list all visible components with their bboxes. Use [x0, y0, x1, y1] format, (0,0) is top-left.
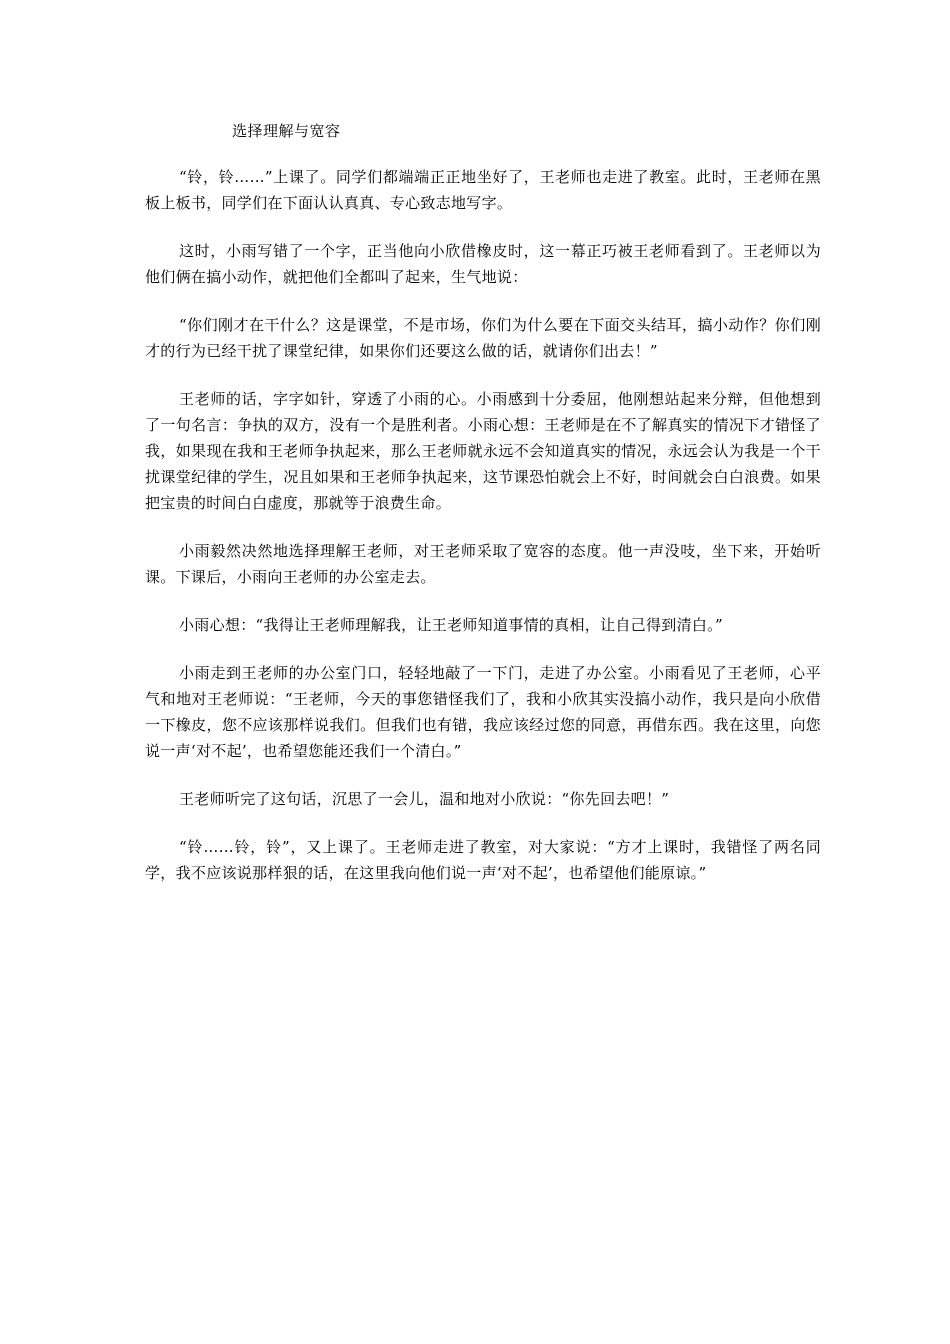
spacer — [145, 144, 821, 164]
document-page — [145, 118, 821, 886]
spacer — [145, 516, 821, 538]
document-title: 选择理解与宽容 — [232, 122, 341, 140]
paragraph-4: 王老师的话，字字如针，穿透了小雨的心。小雨感到十分委屈，他刚想站起来分辩，但他想到了一句名言：争执的双方，没有一个是胜利者。小雨心想：王老师是在不了解真实的情况下才错怪了我，如果现在我和王老师争执起来，那么王老师就永远不会知道真实的情况，永远会认为我是一个干扰课堂纪律的学生，况且如果和王老师争执起来，这节课恐怕就会上不好，时间就会白白浪费。如果把宝贵的时间白白虚度，那就等于浪费生命。 — [145, 390, 821, 512]
paragraph-8: 王老师听完了这句话，沉思了一会儿，温和地对小欣说：“你先回去吧！” — [179, 790, 670, 808]
paragraph-2: 这时，小雨写错了一个字，正当他向小欣借橡皮时，这一幕正巧被王老师看到了。王老师以为他们俩在搞小动作，就把他们全都叫了起来，生气地说： — [145, 242, 821, 286]
paragraph-5: 小雨毅然决然地选择理解王老师，对王老师采取了宽容的态度。他一声没吱，坐下来，开始听课。下课后，小雨向王老师的办公室走去。 — [145, 542, 821, 586]
spacer — [145, 290, 821, 312]
spacer — [145, 590, 821, 612]
spacer — [145, 638, 821, 660]
spacer — [145, 764, 821, 786]
paragraph-7: 小雨走到王老师的办公室门口，轻轻地敲了一下门，走进了办公室。小雨看见了王老师，心平气和地对王老师说：“王老师，今天的事您错怪我们了，我和小欣其实没搞小动作，我只是向小欣借一下橡皮，您不应该那样说我们。但我们也有错，我应该经过您的同意，再借东西。我在这里，向您说一声‘对不起’，也希望您能还我们一个清白。” — [145, 664, 821, 760]
spacer — [145, 364, 821, 386]
paragraph-9: “铃……铃，铃”，又上课了。王老师走进了教室，对大家说：“方才上课时，我错怪了两名同学，我不应该说那样狠的话，在这里我向他们说一声‘对不起’，也希望他们能原谅。” — [145, 838, 821, 882]
paragraph-6: 小雨心想：“我得让王老师理解我，让王老师知道事情的真相，让自己得到清白。” — [179, 616, 723, 634]
paragraph-1: “铃，铃……”上课了。同学们都端端正正地坐好了，王老师也走进了教室。此时，王老师在黑板上板书，同学们在下面认认真真、专心致志地写字。 — [145, 168, 821, 212]
spacer — [145, 216, 821, 238]
paragraph-3: “你们刚才在干什么？这是课堂，不是市场，你们为什么要在下面交头结耳，搞小动作？你们刚才的行为已经干扰了课堂纪律，如果你们还要这么做的话，就请你们出去！” — [145, 316, 821, 360]
spacer — [145, 812, 821, 834]
